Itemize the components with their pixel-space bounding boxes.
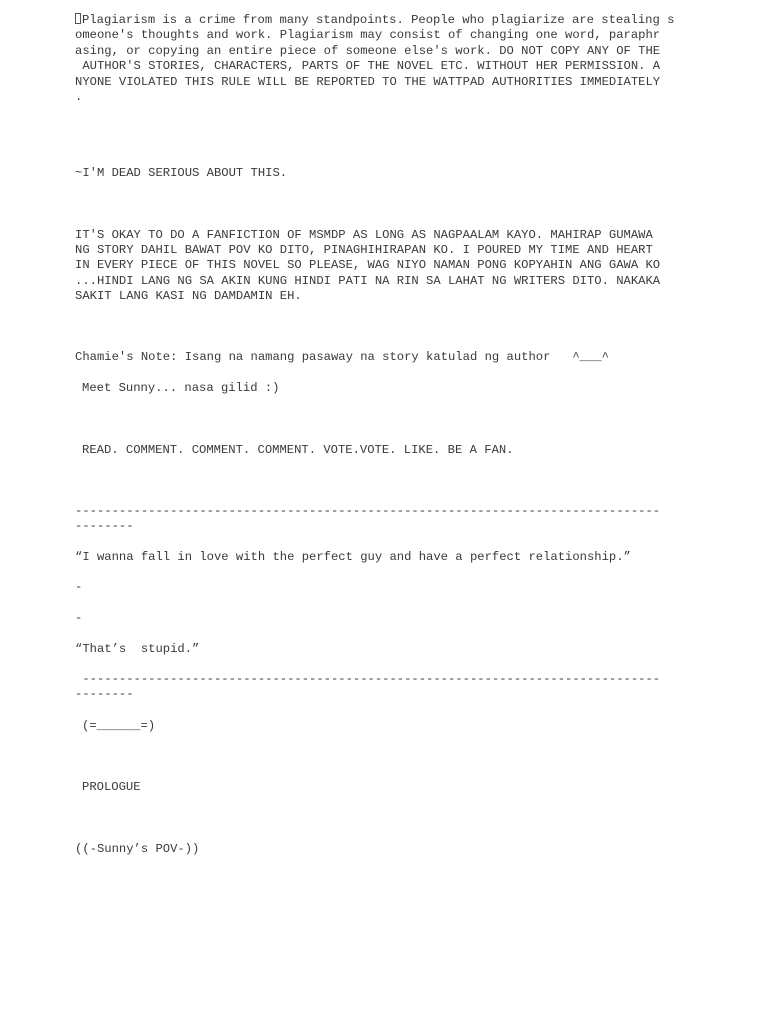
divider-2-line-2: --------	[75, 687, 134, 701]
disclaimer-line-6: .	[75, 90, 83, 104]
fanfic-line-5: SAKIT LANG KASI NG DAMDAMIN EH.	[75, 289, 302, 303]
fanfic-line-4: ...HINDI LANG NG SA AKIN KUNG HINDI PATI NA RIN SA LAHAT NG WRITERS DITO. NAKAKA	[75, 274, 661, 288]
call-to-action: READ. COMMENT. COMMENT. COMMENT. VOTE.VOTE. LIKE. BE A FAN.	[82, 443, 514, 457]
divider-2-line-1: -------------------------------------------------------------------------------	[75, 672, 661, 686]
quote-thats-stupid: “That’s stupid.”	[75, 642, 200, 656]
divider-1-line-1: --------------------------------------------------------------------------------	[75, 504, 661, 518]
disclaimer-line-2: omeone's thoughts and work. Plagiarism may consist of changing one word, paraphr	[75, 28, 661, 42]
prologue-heading: PROLOGUE	[82, 780, 141, 794]
dash-1: -	[75, 580, 83, 594]
missing-glyph-icon	[75, 13, 81, 24]
disclaimer-line-3: asing, or copying an entire piece of someone else's work. DO NOT COPY ANY OF THE	[75, 44, 661, 58]
disclaimer-line-5: NYONE VIOLATED THIS RULE WILL BE REPORTED TO THE WATTPAD AUTHORITIES IMMEDIATELY	[75, 75, 661, 89]
divider-1-line-2: --------	[75, 519, 134, 533]
author-note: Chamie's Note: Isang na namang pasaway na story katulad ng author ^___^	[75, 350, 609, 364]
emoticon-face: (=______=)	[82, 719, 156, 733]
quote-perfect-guy: “I wanna fall in love with the perfect guy and have a perfect relationship.”	[75, 550, 631, 564]
serious-note: ~I'M DEAD SERIOUS ABOUT THIS.	[75, 166, 288, 180]
fanfic-line-2: NG STORY DAHIL BAWAT POV KO DITO, PINAGHIHIRAPAN KO. I POURED MY TIME AND HEART	[75, 243, 653, 257]
meet-sunny: Meet Sunny... nasa gilid :)	[82, 381, 280, 395]
pov-heading: ((-Sunny’s POV-))	[75, 842, 200, 856]
dash-2: -	[75, 611, 83, 625]
fanfic-line-3: IN EVERY PIECE OF THIS NOVEL SO PLEASE, WAG NIYO NAMAN PONG KOPYAHIN ANG GAWA KO	[75, 258, 661, 272]
disclaimer-line-4: AUTHOR'S STORIES, CHARACTERS, PARTS OF THE NOVEL ETC. WITHOUT HER PERMISSION. A	[75, 59, 661, 73]
disclaimer-line-1: Plagiarism is a crime from many standpoints. People who plagiarize are stealing s	[75, 13, 674, 28]
fanfic-line-1: IT'S OKAY TO DO A FANFICTION OF MSMDP AS LONG AS NAGPAALAM KAYO. MAHIRAP GUMAWA	[75, 228, 653, 242]
